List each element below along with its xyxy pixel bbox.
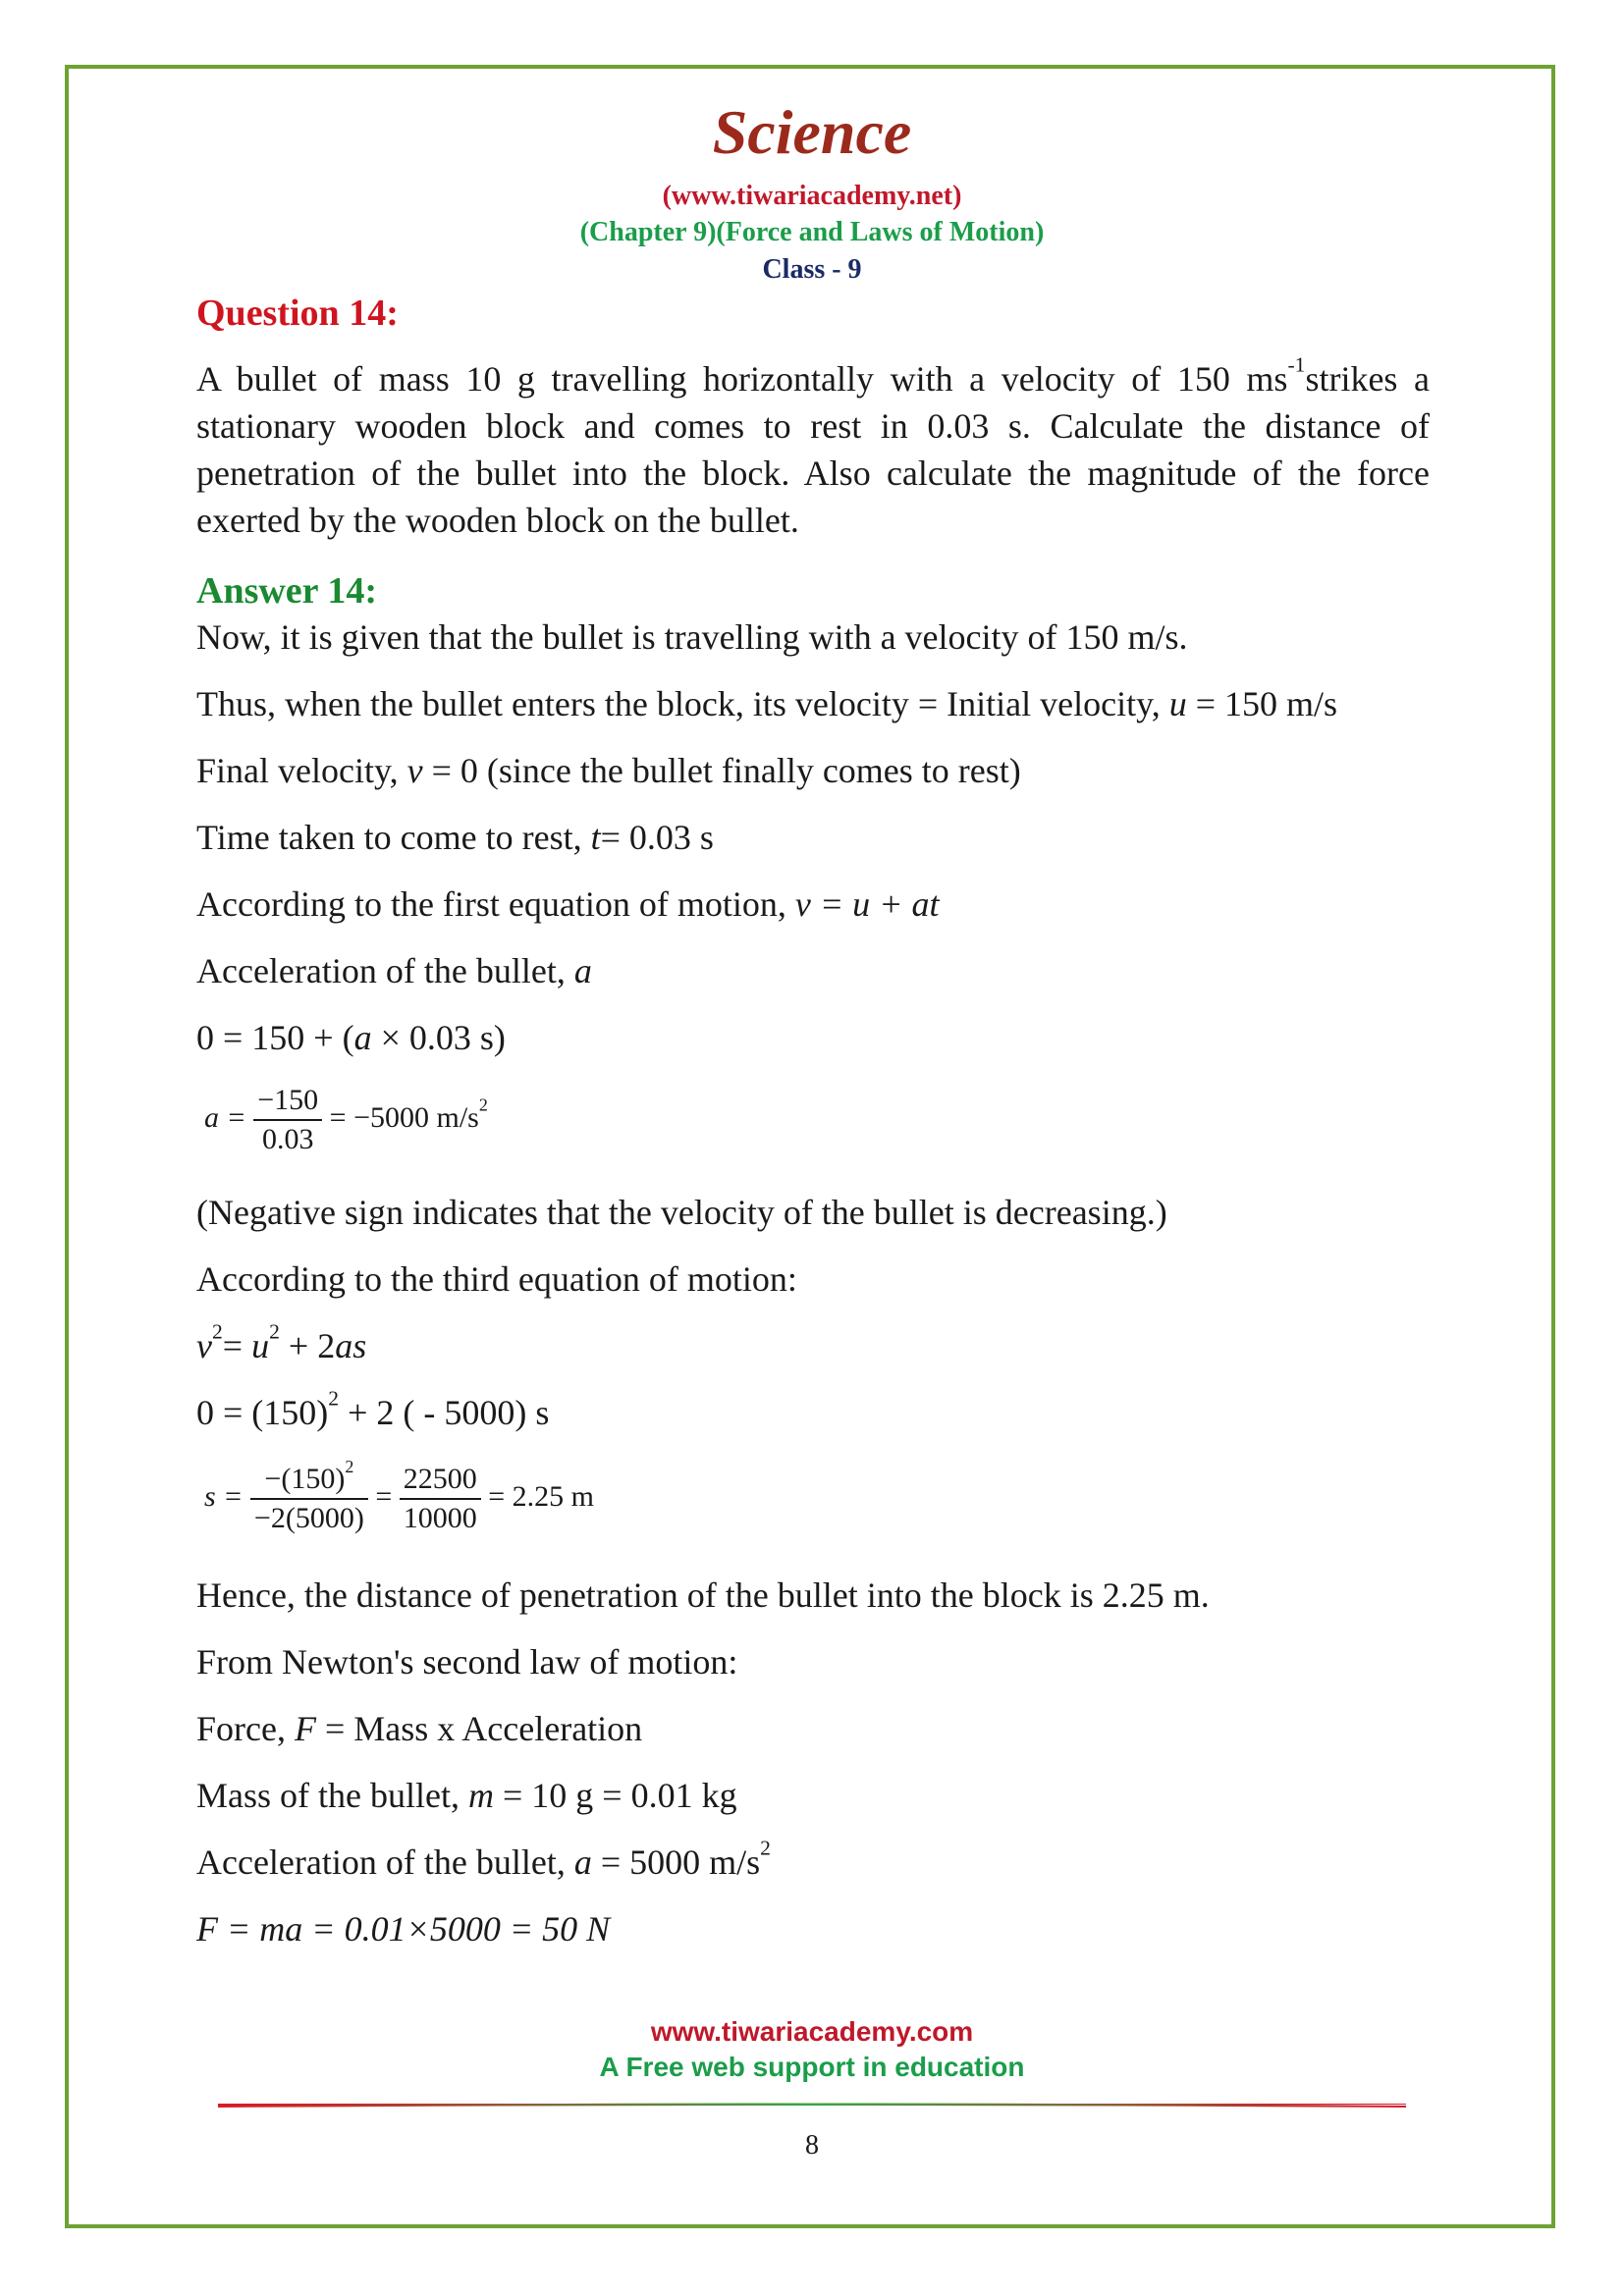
- page-title: Science: [712, 97, 912, 167]
- question-heading: Question 14:: [196, 293, 399, 334]
- answer-line-2: Thus, when the bullet enters the block, its velocity = Initial velocity, u = 150 m/s: [196, 684, 1338, 723]
- answer-heading: Answer 14:: [196, 570, 378, 612]
- footer-divider: [218, 2101, 1406, 2109]
- footer-tagline: A Free web support in education: [599, 2052, 1025, 2082]
- answer-line-3: Final velocity, v = 0 (since the bullet finally comes to rest): [196, 751, 1021, 790]
- answer-line-1: Now, it is given that the bullet is travelling with a velocity of 150 m/s.: [196, 617, 1188, 657]
- fraction-distance-2: $\frac{22500}{10000}$: [400, 1463, 481, 1535]
- answer-line-4: Time taken to come to rest, t= 0.03 s: [196, 818, 714, 857]
- fraction-acceleration: $\frac{-150}{0.03}$: [253, 1084, 322, 1156]
- page-number: 8: [805, 2130, 819, 2161]
- answer-line-12: Hence, the distance of penetration of the bullet into the block is 2.25 m.: [196, 1575, 1210, 1615]
- answer-line-16: Acceleration of the bullet, a = 5000 $m/s^2$: [196, 1836, 771, 1882]
- answer-line-17: F = ma = 0.01×5000 = 50 N: [196, 1909, 611, 1949]
- equation-distance: s = $\frac{-(150)^2}{-2(5000)}$ = $\frac{22500}{10000}$ = 2.25 m: [204, 1456, 595, 1534]
- answer-line-5: According to the first equation of motion, v = u + at: [196, 884, 940, 924]
- chapter-label: (Chapter 9)(Force and Laws of Motion): [579, 217, 1045, 247]
- answer-line-9: According to the third equation of motion:: [196, 1259, 797, 1299]
- answer-line-8: (Negative sign indicates that the velocity of the bullet is decreasing.): [196, 1193, 1167, 1232]
- answer-line-15: Mass of the bullet, m = 10 g = 0.01 kg: [196, 1776, 737, 1815]
- answer-line-6: Acceleration of the bullet, a: [196, 951, 592, 990]
- class-label: Class - 9: [762, 254, 862, 285]
- answer-line-7: 0 = 150 + (a × 0.03 s): [196, 1018, 506, 1057]
- footer-site-link[interactable]: www.tiwariacademy.com: [650, 2016, 974, 2047]
- answer-line-11: $0 = (150)^2 + 2$ ( - 5000) s: [196, 1386, 550, 1432]
- fraction-distance-1: $\frac{-(150)^2}{-2(5000)}$: [250, 1463, 368, 1535]
- question-text: A bullet of mass 10 g travelling horizontally with a velocity of 150 $ms^{-1}strikes$ a stationary wooden block and comes to rest in 0.03 s. Calculate the distance of penetration of the bullet into the block. Also calculate the magnitude of the force exerted by the wooden block on the bullet.: [196, 352, 1430, 540]
- header-site-link[interactable]: (www.tiwariacademy.net): [662, 181, 962, 211]
- answer-line-10: $v^2= u^2 + 2as$: [196, 1319, 367, 1365]
- answer-line-13: From Newton's second law of motion:: [196, 1642, 738, 1682]
- answer-line-14: Force, F = Mass x Acceleration: [196, 1709, 643, 1748]
- equation-acceleration: a = $\frac{-150}{0.03}$ = −5000 $m/s^2$: [204, 1084, 488, 1155]
